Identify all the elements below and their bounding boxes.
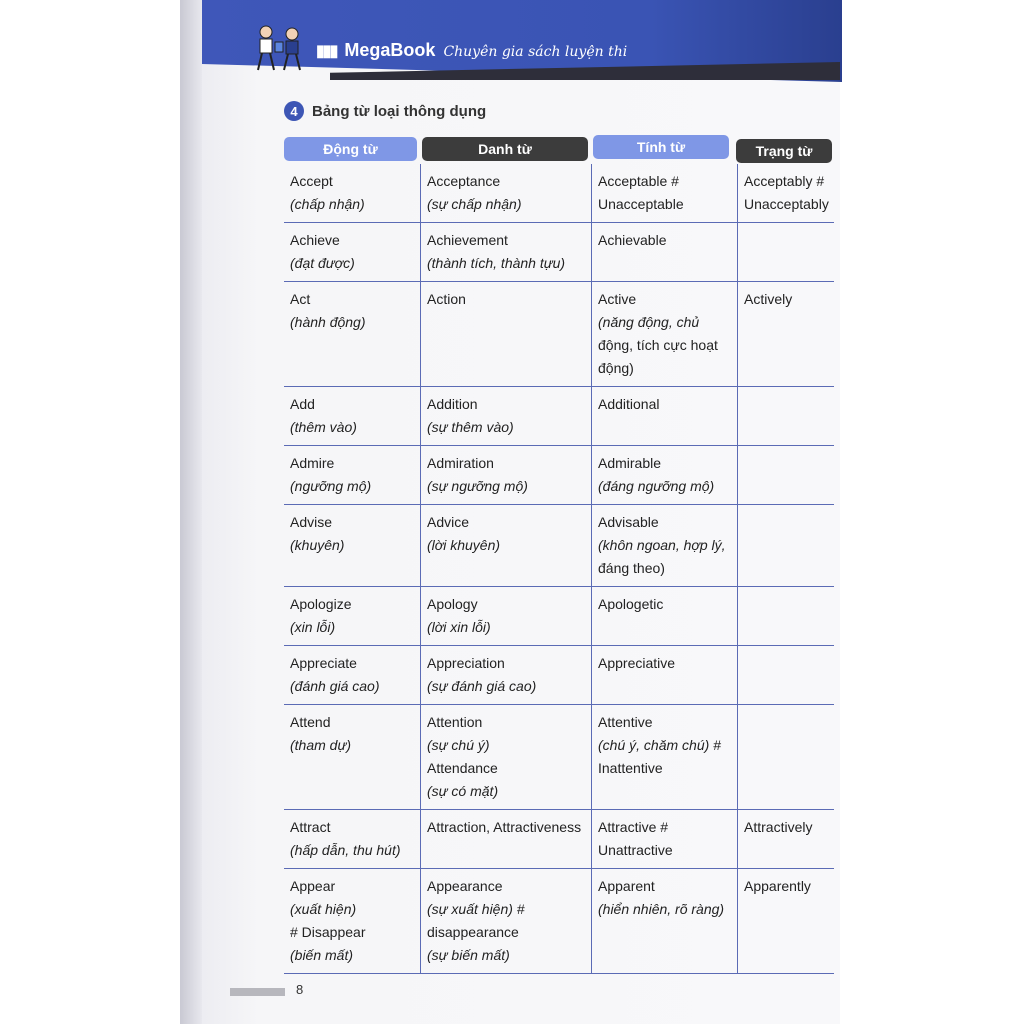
cell-text: (sự thêm vào) xyxy=(427,419,514,435)
cell-text: Attention xyxy=(427,714,483,730)
cell-adverb xyxy=(737,387,834,445)
table-row xyxy=(284,587,834,646)
cell-adjective xyxy=(591,387,737,445)
cell-noun xyxy=(420,869,591,973)
cell-text: Active xyxy=(598,291,637,307)
cell-text: (khuyên) xyxy=(290,537,345,553)
table-row xyxy=(284,705,834,810)
cell-adverb xyxy=(737,223,834,281)
cell-noun xyxy=(420,646,591,704)
cell-text: (thành tích, thành tựu) xyxy=(427,255,566,271)
brand-name: MegaBook xyxy=(344,40,436,60)
cell-text: Advise xyxy=(290,514,333,530)
cell-verb xyxy=(284,646,420,704)
cell-text: (biến mất) xyxy=(290,947,354,963)
table-row xyxy=(284,282,834,387)
cell-text: Apologize xyxy=(290,596,352,612)
cell-text: Attractive # xyxy=(598,819,669,835)
table-row xyxy=(284,223,834,282)
cell-text: Achieve xyxy=(290,232,340,248)
cell-text: (sự chấp nhận) xyxy=(427,196,522,212)
cell-text: Advisable xyxy=(598,514,659,530)
cell-text: (chú ý, chăm chú) # xyxy=(598,737,721,753)
kids-mascot-icon xyxy=(248,22,312,74)
cell-adjective xyxy=(591,164,737,222)
section-title: Bảng từ loại thông dụng xyxy=(312,102,487,120)
column-header-adjective: Tính từ xyxy=(593,135,729,159)
cell-verb xyxy=(284,387,420,445)
cell-text: Action xyxy=(427,291,466,307)
cell-text: (tham dự) xyxy=(290,737,351,753)
cell-text: Appreciate xyxy=(290,655,357,671)
cell-adjective xyxy=(591,223,737,281)
cell-text: Apparent xyxy=(598,878,655,894)
cell-text: Apologetic xyxy=(598,596,664,612)
cell-text: (sự biến mất) xyxy=(427,947,510,963)
cell-text: đáng theo) xyxy=(598,560,665,576)
cell-verb xyxy=(284,705,420,809)
cell-adjective xyxy=(591,810,737,868)
page-spine xyxy=(180,0,202,1024)
cell-text: (xuất hiện) xyxy=(290,901,357,917)
cell-text: disappearance xyxy=(427,924,519,940)
cell-text: (hiển nhiên, rõ ràng) xyxy=(598,901,725,917)
cell-text: (đánh giá cao) xyxy=(290,678,380,694)
cell-adjective xyxy=(591,446,737,504)
cell-text: Unacceptable xyxy=(598,196,684,212)
cell-text: (ngưỡng mộ) xyxy=(290,478,372,494)
cell-text: Addition xyxy=(427,396,478,412)
cell-adverb xyxy=(737,282,834,386)
cell-text: Admirable xyxy=(598,455,662,471)
table-row xyxy=(284,646,834,705)
cell-text: Appearance xyxy=(427,878,503,894)
column-header-noun: Danh từ xyxy=(422,137,588,161)
table-row xyxy=(284,505,834,587)
cell-text: Additional xyxy=(598,396,660,412)
cell-text: Advice xyxy=(427,514,470,530)
cell-verb xyxy=(284,587,420,645)
cell-noun xyxy=(420,505,591,586)
brand-tagline: Chuyên gia sách luyện thi xyxy=(443,44,628,60)
cell-noun xyxy=(420,705,591,809)
cell-noun xyxy=(420,164,591,222)
section-heading xyxy=(284,101,486,121)
cell-noun xyxy=(420,810,591,868)
cell-verb xyxy=(284,810,420,868)
cell-text: Appreciation xyxy=(427,655,505,671)
cell-text: (sự xuất hiện) # xyxy=(427,901,525,917)
section-number-badge: 4 xyxy=(284,101,304,121)
cell-text: Acceptance xyxy=(427,173,501,189)
table-row xyxy=(284,869,834,974)
table-row xyxy=(284,446,834,505)
cell-text: Attend xyxy=(290,714,331,730)
cell-adjective xyxy=(591,869,737,973)
column-header-verb: Động từ xyxy=(284,137,417,161)
cell-adjective xyxy=(591,705,737,809)
cell-text: Acceptable # xyxy=(598,173,679,189)
cell-adjective xyxy=(591,587,737,645)
cell-text: (chấp nhận) xyxy=(290,196,365,212)
cell-verb xyxy=(284,282,420,386)
cell-text: (hấp dẫn, thu hút) xyxy=(290,842,401,858)
cell-noun xyxy=(420,387,591,445)
cell-adverb xyxy=(737,164,834,222)
cell-text: Appreciative xyxy=(598,655,676,671)
cell-text: (lời xin lỗi) xyxy=(427,619,491,635)
cell-text: (thêm vào) xyxy=(290,419,357,435)
cell-adverb xyxy=(737,869,834,973)
cell-text: Attraction, Attractiveness xyxy=(427,819,582,835)
cell-text: Inattentive xyxy=(598,760,663,776)
cell-adjective xyxy=(591,282,737,386)
cell-adverb xyxy=(737,587,834,645)
cell-text: (khôn ngoan, hợp lý, xyxy=(598,537,726,553)
cell-text: Achievable xyxy=(598,232,667,248)
cell-adjective xyxy=(591,505,737,586)
cell-noun xyxy=(420,446,591,504)
cell-verb xyxy=(284,869,420,973)
cell-text: động, tích cực hoạt xyxy=(598,337,718,353)
cell-verb xyxy=(284,223,420,281)
cell-text: Actively xyxy=(744,291,793,307)
cell-noun xyxy=(420,282,591,386)
cell-noun xyxy=(420,587,591,645)
cell-adverb xyxy=(737,505,834,586)
cell-text: Attendance xyxy=(427,760,498,776)
cell-text: (lời khuyên) xyxy=(427,537,501,553)
cell-verb xyxy=(284,505,420,586)
cell-text: Apparently xyxy=(744,878,811,894)
cell-text: Attractively xyxy=(744,819,813,835)
footer-bar xyxy=(230,988,285,996)
table-row xyxy=(284,810,834,869)
cell-text: Unattractive xyxy=(598,842,673,858)
cell-adjective xyxy=(591,646,737,704)
cell-verb xyxy=(284,164,420,222)
column-header-adverb: Trạng từ xyxy=(736,139,832,163)
cell-text: Appear xyxy=(290,878,336,894)
cell-text: (hành động) xyxy=(290,314,366,330)
cell-text: Attract xyxy=(290,819,331,835)
cell-noun xyxy=(420,223,591,281)
cell-text: Achievement xyxy=(427,232,508,248)
cell-adverb xyxy=(737,446,834,504)
cell-text: Act xyxy=(290,291,311,307)
cell-text: (năng động, chủ xyxy=(598,314,700,330)
cell-text: Accept xyxy=(290,173,333,189)
cell-text: Unacceptably xyxy=(744,196,829,212)
cell-text: (sự chú ý) xyxy=(427,737,490,753)
cell-text: # Disappear xyxy=(290,924,366,940)
table-row xyxy=(284,164,834,223)
cell-text: Add xyxy=(290,396,315,412)
cell-adverb xyxy=(737,810,834,868)
cell-text: Acceptably # xyxy=(744,173,825,189)
cell-text: (đạt được) xyxy=(290,255,355,271)
word-form-table xyxy=(284,164,834,974)
cell-text: Attentive xyxy=(598,714,653,730)
cell-adverb xyxy=(737,705,834,809)
brand-logo xyxy=(316,40,627,61)
cell-text: Apology xyxy=(427,596,478,612)
cell-text: (xin lỗi) xyxy=(290,619,336,635)
cell-text: (đáng ngưỡng mộ) xyxy=(598,478,715,494)
cell-text: động) xyxy=(598,360,634,376)
cell-text: (sự có mặt) xyxy=(427,783,499,799)
cell-verb xyxy=(284,446,420,504)
cell-text: Admire xyxy=(290,455,335,471)
cell-text: (sự đánh giá cao) xyxy=(427,678,537,694)
table-row xyxy=(284,387,834,446)
cell-text: (sự ngưỡng mộ) xyxy=(427,478,528,494)
cell-text: Admiration xyxy=(427,455,494,471)
page-number: 8 xyxy=(296,982,304,997)
brand-bars: ▮▮▮ xyxy=(316,43,337,60)
cell-adverb xyxy=(737,646,834,704)
